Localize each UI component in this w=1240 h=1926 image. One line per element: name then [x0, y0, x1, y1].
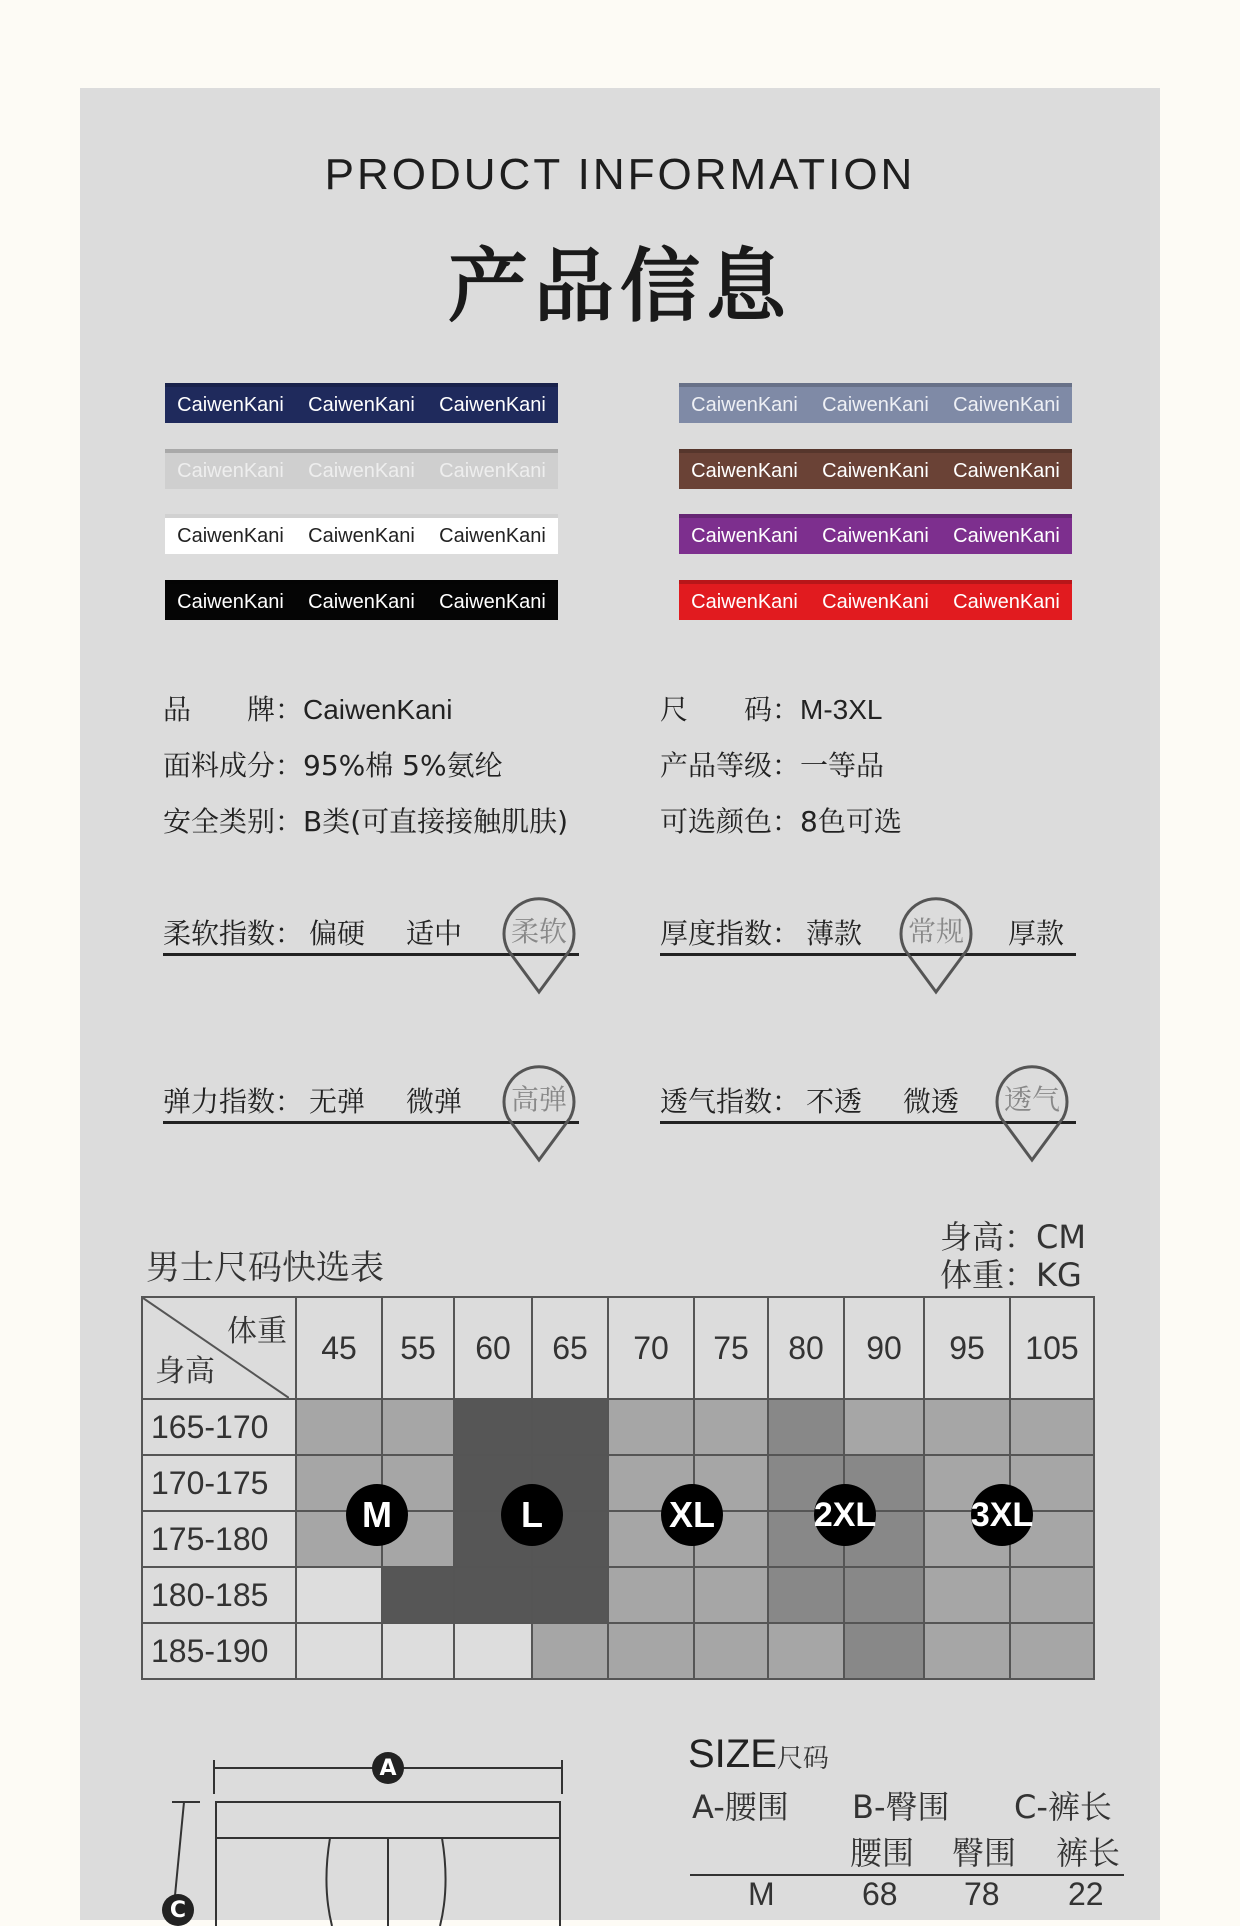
corner-cell [142, 1297, 296, 1399]
breath-option-slight: 微透 [903, 1085, 960, 1118]
col-waist: 腰围 [850, 1834, 915, 1872]
breath-option-none: 不透 [806, 1085, 863, 1118]
size-cell [608, 1623, 694, 1679]
weight-header: 70 [608, 1297, 694, 1399]
elastic-option-none: 无弹 [309, 1085, 366, 1118]
swatch-brand-text: CaiwenKani [822, 524, 929, 547]
weight-header: 60 [454, 1297, 532, 1399]
size-cell [694, 1623, 768, 1679]
legend-c: C-裤长 [1014, 1788, 1112, 1826]
swatch-brand-text: CaiwenKani [691, 459, 798, 482]
swatch-brand-text: CaiwenKani [822, 590, 929, 613]
size-cell [454, 1399, 532, 1455]
size-cell [532, 1399, 608, 1455]
size-chart-table [141, 1296, 1095, 1680]
elastic-index-label: 弹力指数： [163, 1085, 304, 1118]
size-cell [454, 1567, 532, 1623]
info-fabric-label: 面料成分： [163, 749, 304, 782]
breath-selected-text: 透气 [1003, 1083, 1060, 1116]
swatch-brand-text: CaiwenKani [308, 590, 415, 613]
size-cell [454, 1623, 532, 1679]
size-cell [844, 1623, 924, 1679]
info-size [660, 688, 882, 728]
info-grade-label: 产品等级： [660, 749, 801, 782]
size-cell [296, 1567, 382, 1623]
size-cell [844, 1567, 924, 1623]
size-title-cn: 尺码 [776, 1744, 829, 1774]
height-row-label: 165-170 [142, 1399, 296, 1455]
size-cell [608, 1567, 694, 1623]
swatch-brand-text: CaiwenKani [439, 590, 546, 613]
weight-header: 45 [296, 1297, 382, 1399]
soft-selected-text: 柔软 [510, 915, 567, 948]
swatch-brand-text: CaiwenKani [691, 524, 798, 547]
swatch-brand-text: CaiwenKani [177, 524, 284, 547]
info-safety-label: 安全类别： [163, 805, 304, 838]
row-m-length: 22 [1068, 1876, 1104, 1912]
size-cell [694, 1399, 768, 1455]
swatch-band-right-3 [679, 514, 1072, 554]
soft-option-medium: 适中 [406, 917, 463, 950]
thick-selected-pin [897, 896, 975, 996]
size-badge-xl: XL [661, 1484, 723, 1546]
legend-b: B-臀围 [852, 1788, 950, 1826]
height-row-label: 180-185 [142, 1567, 296, 1623]
soft-selected-pin [500, 896, 578, 996]
info-brand-label: 品 牌： [163, 693, 304, 726]
elastic-option-slight: 微弹 [406, 1085, 463, 1118]
soft-index-label: 柔软指数： [163, 917, 304, 950]
size-cell [1010, 1623, 1094, 1679]
swatch-brand-text: CaiwenKani [439, 459, 546, 482]
size-title-en: SIZE [688, 1732, 777, 1776]
size-cell [844, 1399, 924, 1455]
info-grade-value: 一等品 [800, 749, 885, 782]
swatch-band-left-4 [165, 580, 558, 620]
weight-header: 75 [694, 1297, 768, 1399]
swatch-band-right-4 [679, 580, 1072, 620]
breath-index-label: 透气指数： [660, 1085, 801, 1118]
swatch-band-right-1 [679, 383, 1072, 423]
size-cell [768, 1623, 844, 1679]
swatch-brand-text: CaiwenKani [822, 393, 929, 416]
size-cell [1010, 1567, 1094, 1623]
swatch-brand-text: CaiwenKani [953, 590, 1060, 613]
weight-header: 80 [768, 1297, 844, 1399]
title-chinese: 产品信息 [448, 240, 792, 333]
size-cell [768, 1567, 844, 1623]
weight-header: 55 [382, 1297, 454, 1399]
row-m-waist: 68 [862, 1876, 898, 1912]
height-row-label: 185-190 [142, 1623, 296, 1679]
thick-index-line [660, 953, 1076, 956]
size-cell [382, 1399, 454, 1455]
weight-header: 105 [1010, 1297, 1094, 1399]
swatch-brand-text: CaiwenKani [308, 459, 415, 482]
soft-option-hard: 偏硬 [309, 917, 366, 950]
size-cell [532, 1623, 608, 1679]
thick-option-thick: 厚款 [1008, 917, 1065, 950]
title-english: PRODUCT INFORMATION [324, 150, 916, 199]
thick-option-thin: 薄款 [806, 917, 863, 950]
size-cell [924, 1567, 1010, 1623]
height-row-label: 170-175 [142, 1455, 296, 1511]
garment-diagram [150, 1746, 570, 1926]
size-cell [296, 1623, 382, 1679]
info-brand-value: CaiwenKani [303, 694, 453, 725]
info-brand [163, 688, 452, 728]
swatch-band-left-3 [165, 514, 558, 554]
size-cell [296, 1399, 382, 1455]
size-cell [694, 1567, 768, 1623]
thick-index-label: 厚度指数： [660, 917, 801, 950]
swatch-brand-text: CaiwenKani [953, 524, 1060, 547]
row-m-size: M [748, 1876, 775, 1912]
swatch-band-left-2 [165, 449, 558, 489]
unit-weight: 体重：KG [940, 1256, 1082, 1294]
size-badge-l: L [501, 1484, 563, 1546]
corner-weight-label: 体重 [227, 1315, 287, 1348]
swatch-brand-text: CaiwenKani [953, 459, 1060, 482]
info-safety-value: B类(可直接接触肌肤) [303, 805, 569, 838]
weight-header: 65 [532, 1297, 608, 1399]
swatch-brand-text: CaiwenKani [308, 524, 415, 547]
swatch-band-right-2 [679, 449, 1072, 489]
info-size-label: 尺 码： [660, 693, 801, 726]
size-cell [532, 1567, 608, 1623]
marker-c-icon: C [162, 1894, 194, 1926]
size-cell [382, 1567, 454, 1623]
elastic-selected-text: 高弹 [510, 1083, 567, 1116]
col-length: 裤长 [1056, 1834, 1121, 1872]
height-row-label: 175-180 [142, 1511, 296, 1567]
legend-a: A-腰围 [692, 1788, 789, 1826]
size-badge-3xl: 3XL [971, 1484, 1033, 1546]
size-cell [608, 1399, 694, 1455]
size-chart-title: 男士尺码快选表 [146, 1248, 384, 1288]
info-grade [660, 744, 884, 784]
info-fabric [163, 744, 503, 784]
unit-height: 身高：CM [940, 1218, 1086, 1256]
swatch-brand-text: CaiwenKani [177, 590, 284, 613]
info-color-label: 可选颜色： [660, 805, 801, 838]
elastic-selected-pin [500, 1064, 578, 1164]
info-size-value: M-3XL [800, 694, 883, 725]
swatch-band-left-1 [165, 383, 558, 423]
size-cell [768, 1399, 844, 1455]
size-badge-2xl: 2XL [814, 1484, 876, 1546]
corner-height-label: 身高 [155, 1355, 215, 1388]
size-cell [924, 1623, 1010, 1679]
size-cell [382, 1623, 454, 1679]
weight-header: 90 [844, 1297, 924, 1399]
swatch-brand-text: CaiwenKani [177, 459, 284, 482]
info-fabric-value: 95%棉 5%氨纶 [303, 749, 503, 782]
size-cell [1010, 1399, 1094, 1455]
row-m-hip: 78 [964, 1876, 1000, 1912]
marker-a-icon: A [372, 1752, 404, 1784]
thick-selected-text: 常规 [907, 915, 964, 948]
swatch-brand-text: CaiwenKani [953, 393, 1060, 416]
swatch-brand-text: CaiwenKani [308, 393, 415, 416]
col-hip: 臀围 [952, 1834, 1017, 1872]
swatch-brand-text: CaiwenKani [439, 524, 546, 547]
size-cell [924, 1399, 1010, 1455]
info-safety [163, 800, 568, 840]
swatch-brand-text: CaiwenKani [439, 393, 546, 416]
swatch-brand-text: CaiwenKani [691, 393, 798, 416]
info-color [660, 800, 902, 840]
swatch-brand-text: CaiwenKani [822, 459, 929, 482]
size-table-title [688, 1732, 829, 1777]
swatch-brand-text: CaiwenKani [177, 393, 284, 416]
swatch-brand-text: CaiwenKani [691, 590, 798, 613]
info-color-value: 8色可选 [800, 805, 902, 838]
weight-header: 95 [924, 1297, 1010, 1399]
size-badge-m: M [346, 1484, 408, 1546]
breath-selected-pin [993, 1064, 1071, 1164]
